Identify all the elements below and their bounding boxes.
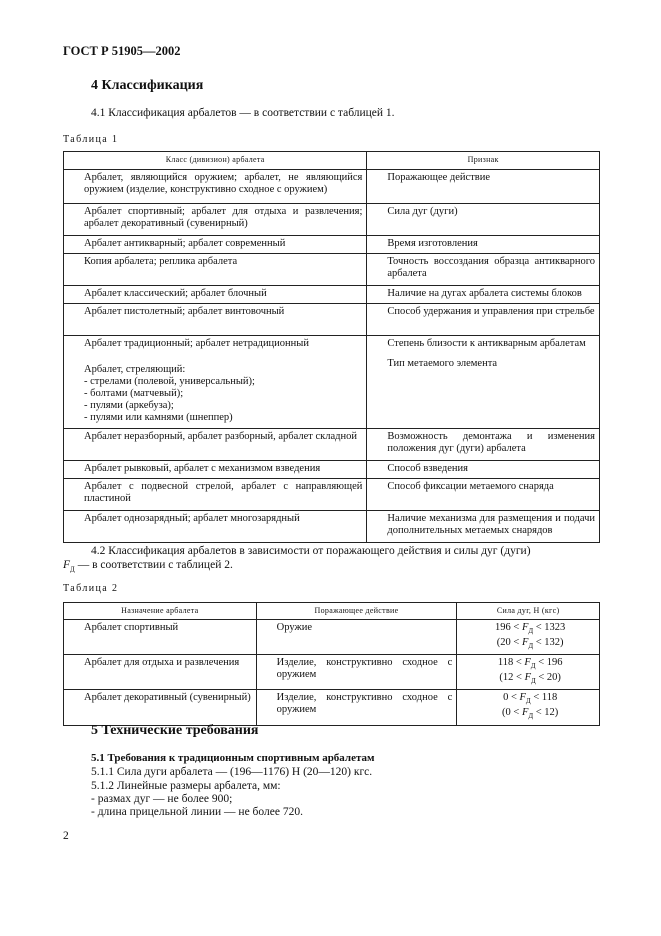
clause-5-1-2: 5.1.2 Линейные размеры арбалета, мм: [91,780,281,792]
section-4-title: 4 Классификация [91,78,204,93]
table-row: Арбалет спортивный; арбалет для отдыха и развлечения; арбалет декоративный (сувенирный) Сила дуг (дуги) [64,204,600,236]
table-row: Арбалет декоративный (сувенирный) Изделие, конструктивно сходное с оружием $0 < F_Д < 118$ $(0 < F_Д < 12)$ [64,690,600,725]
paragraph-4-2-line-2: $F_Д$ — в соответствии с таблицей 2. [63,559,233,574]
table-row: Арбалет неразборный, арбалет разборный, арбалет складной Возможность демонтажа и изменения положения дуг (дуги) арбалета [64,429,600,461]
table-2-header-force: Сила дуг, Н (кгс) [457,603,600,620]
projectile-list [64,376,362,424]
table-row: Арбалет с подвесной стрелой, арбалет с направляющей пластиной Способ фиксации метаемого снаряда [64,479,600,511]
table-2-header-purpose: Назначение арбалета [64,603,257,620]
section-5-title: 5 Технические требования [91,723,259,738]
list-item: - пулями (аркебуза); [84,400,174,411]
table-row: Арбалет для отдыха и развлечения Изделие, конструктивно сходное с оружием $118 < F_Д < 196$ $(12 < F_Д < 20)$ [64,655,600,690]
clause-5-1-1: 5.1.1 Сила дуги арбалета — (196—1176) Н (20—120) кгс. [91,766,373,778]
paragraph-4-2-line-1: 4.2 Классификация арбалетов в зависимости от поражающего действия и силы дуг (дуги) [91,545,531,557]
list-item: - длина прицельной линии — не более 720. [91,806,303,818]
list-item: - стрелами (полевой, универсальный); [84,376,255,387]
table-1-header-class: Класс (дивизион) арбалета [64,152,367,170]
table-row: Арбалет антикварный; арбалет современный Время изготовления [64,236,600,254]
table-row: Арбалет классический; арбалет блочный Наличие на дугах арбалета системы блоков [64,286,600,304]
table-1 [63,151,600,543]
table-row: Копия арбалета; реплика арбалета Точность воссоздания образца антикварного арбалета [64,254,600,286]
table-row: Арбалет спортивный Оружие $196 < F_Д < 1323$ $(20 < F_Д < 132)$ [64,620,600,655]
list-item: - размах дуг — не более 900; [91,793,233,805]
subsection-5-1-title: 5.1 Требования к традиционным спортивным арбалетам [91,752,375,764]
list-item: - болтами (матчевый); [84,388,184,399]
table-row: Арбалет, являющийся оружием; арбалет, не являющийся оружием (изделие, конструктивно сходное с оружием) Поражающее действие [64,170,600,204]
page-number: 2 [63,830,69,842]
document-header: ГОСТ Р 51905—2002 [63,44,181,58]
table-row: Арбалет пистолетный; арбалет винтовочный Способ удержания и управления при стрельбе [64,304,600,336]
table-row: Арбалет рывковый, арбалет с механизмом взведения Способ взведения [64,461,600,479]
table-1-caption: Таблица 1 [63,134,119,145]
paragraph-4-1: 4.1 Классификация арбалетов — в соответствии с таблицей 1. [91,107,395,119]
table-2-caption: Таблица 2 [63,583,119,594]
table-row: Арбалет однозарядный; арбалет многозарядный Наличие механизма для размещения и подачи дополнительных метаемых снарядов [64,511,600,543]
table-1-header-feature: Признак [367,152,600,170]
table-2-header-effect: Поражающее действие [256,603,457,620]
table-2 [63,602,600,726]
table-row: Арбалет традиционный; арбалет нетрадиционный Арбалет, стреляющий: - стрелами (полевой, универсальный); - болтами (матчевый); - пулями (аркебуза); - пулями или камнями (шнеппер) Степень близости к антикварным арбалетам Тип метаемого элемента [64,336,600,429]
list-item: - пулями или камнями (шнеппер) [84,412,233,423]
